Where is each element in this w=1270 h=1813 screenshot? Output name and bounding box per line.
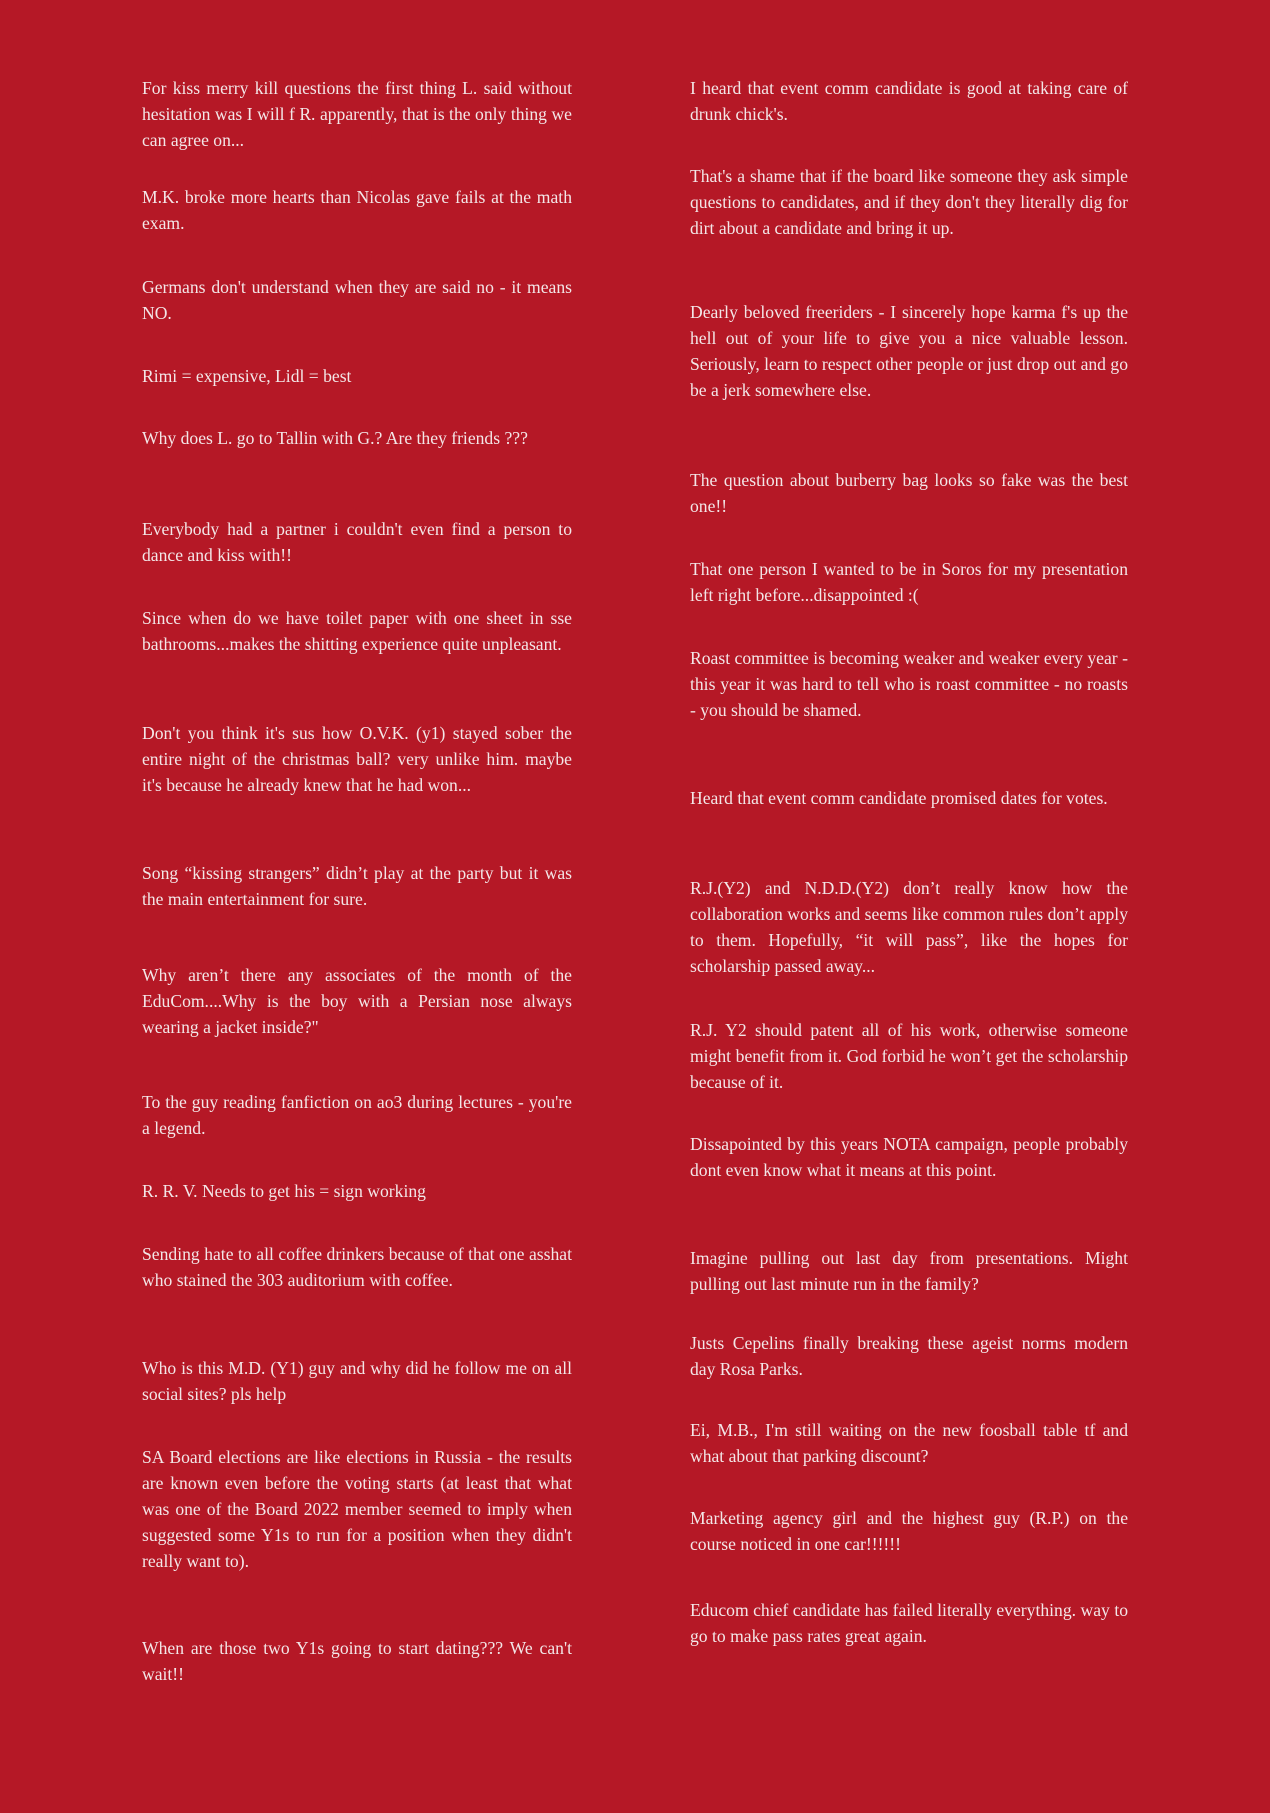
confession-item: To the guy reading fanfiction on ao3 during lectures - you're a legend. (142, 1092, 572, 1138)
confession-item: For kiss merry kill questions the first thing L. said without hesitation was I will f R. apparently, that is the only thing we can agree on... (142, 78, 572, 150)
confession-item: Who is this M.D. (Y1) guy and why did he follow me on all social sites? pls help (142, 1358, 572, 1404)
confession-item: Rimi = expensive, Lidl = best (142, 366, 352, 386)
confession-item: Heard that event comm candidate promised dates for votes. (690, 788, 1108, 808)
confession-item: R.J. Y2 should patent all of his work, otherwise someone might benefit from it. God forbid he won’t get the scholarship because of it. (690, 1020, 1128, 1092)
confession-item: R. R. V. Needs to get his = sign working (142, 1181, 426, 1201)
confession-item: Sending hate to all coffee drinkers because of that one asshat who stained the 303 auditorium with coffee. (142, 1244, 572, 1290)
confession-item: Why aren’t there any associates of the month of the EduCom....Why is the boy with a Persian nose always wearing a jacket inside?" (142, 965, 572, 1037)
confession-item: Roast committee is becoming weaker and weaker every year - this year it was hard to tell who is roast committee - no roasts - you should be shamed. (690, 648, 1128, 720)
confession-item: Germans don't understand when they are said no - it means NO. (142, 277, 572, 323)
confession-item: Marketing agency girl and the highest guy (R.P.) on the course noticed in one car!!!!!! (690, 1508, 1128, 1554)
confession-item: Don't you think it's sus how O.V.K. (y1) stayed sober the entire night of the christmas ball? very unlike him. maybe it's because he already knew that he had won... (142, 723, 572, 795)
confession-item: R.J.(Y2) and N.D.D.(Y2) don’t really know how the collaboration works and seems like common rules don’t apply to them. Hopefully, “it will pass”, like the hopes for scholarship passed away... (690, 878, 1128, 976)
confession-item: Why does L. go to Tallin with G.? Are they friends ??? (142, 428, 528, 448)
confession-item: M.K. broke more hearts than Nicolas gave fails at the math exam. (142, 187, 572, 233)
confession-item: Educom chief candidate has failed literally everything. way to go to make pass rates great again. (690, 1600, 1128, 1646)
confession-item: That's a shame that if the board like someone they ask simple questions to candidates, and if they don't they literally dig for dirt about a candidate and bring it up. (690, 166, 1128, 238)
confession-item: Everybody had a partner i couldn't even find a person to dance and kiss with!! (142, 519, 572, 565)
confession-item: SA Board elections are like elections in Russia - the results are known even before the voting starts (at least that what was one of the Board 2022 member seemed to imply when suggested some Y1s to run for a position when they didn't really want to). (142, 1447, 572, 1571)
confession-item: Dissapointed by this years NOTA campaign, people probably dont even know what it means at this point. (690, 1134, 1128, 1180)
confession-item: Imagine pulling out last day from presentations. Might pulling out last minute run in the family? (690, 1248, 1128, 1294)
confession-item: Since when do we have toilet paper with one sheet in sse bathrooms...makes the shitting experience quite unpleasant. (142, 608, 572, 654)
confession-item: Dearly beloved freeriders - I sincerely hope karma f's up the hell out of your life to give you a nice valuable lesson. Seriously, learn to respect other people or just drop out and go be a jerk somewhere else. (690, 302, 1128, 400)
confession-item: Song “kissing strangers” didn’t play at the party but it was the main entertainment for sure. (142, 863, 572, 909)
confession-item: That one person I wanted to be in Soros for my presentation left right before...disappointed :( (690, 559, 1128, 605)
confession-item: When are those two Y1s going to start dating??? We can't wait!! (142, 1638, 572, 1684)
confession-item: The question about burberry bag looks so fake was the best one!! (690, 470, 1128, 516)
confession-item: Justs Cepelins finally breaking these ageist norms modern day Rosa Parks. (690, 1333, 1128, 1379)
confession-item: Ei, M.B., I'm still waiting on the new foosball table tf and what about that parking discount? (690, 1420, 1128, 1466)
confession-item: I heard that event comm candidate is good at taking care of drunk chick's. (690, 78, 1128, 124)
